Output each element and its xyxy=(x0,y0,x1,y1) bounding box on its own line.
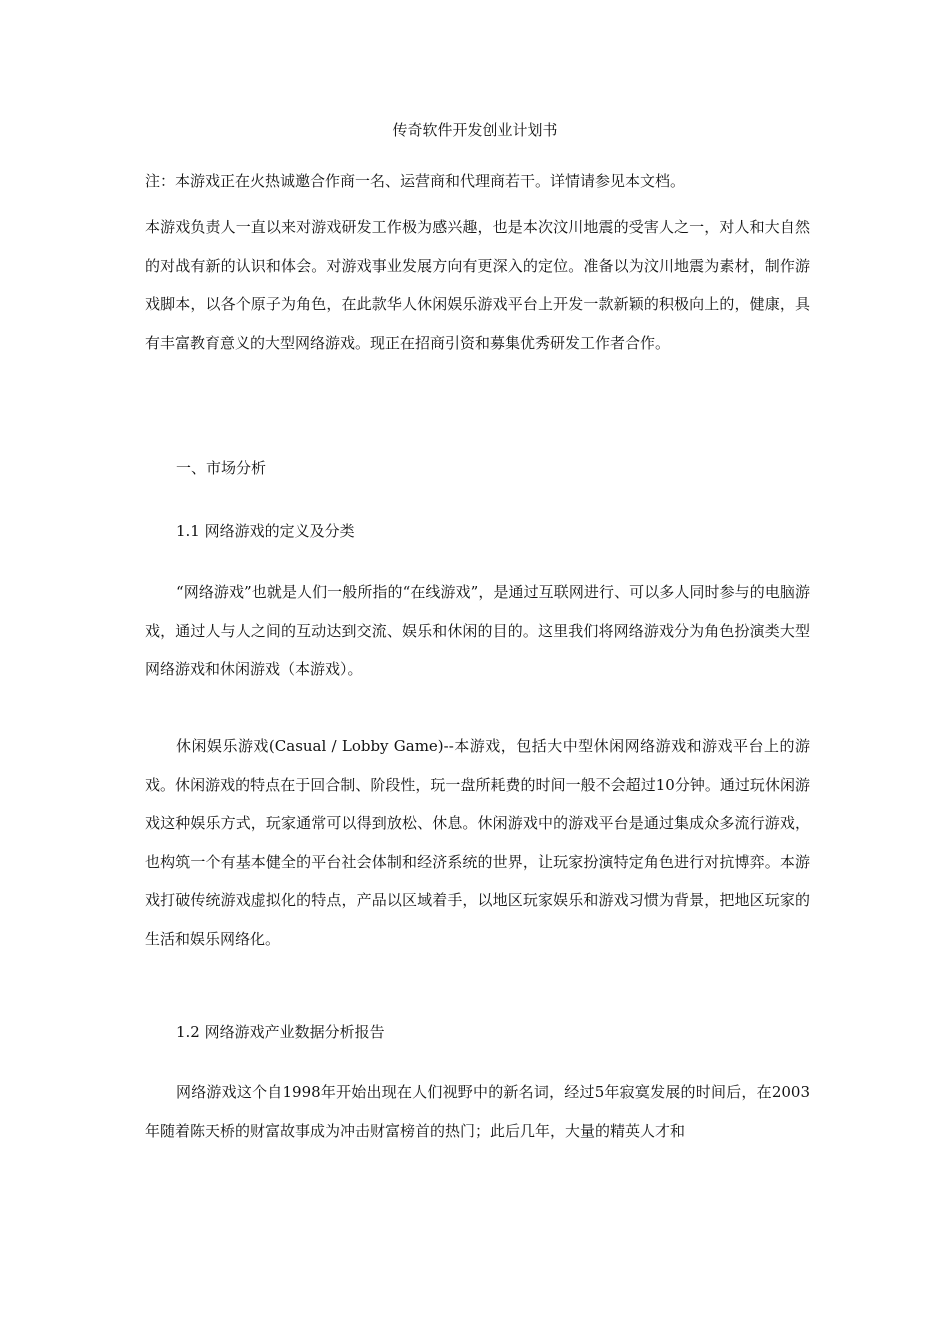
document-title: 传奇软件开发创业计划书 xyxy=(392,121,558,139)
casual-game-paragraph: 休闲娱乐游戏(Casual / Lobby Game)--本游戏，包括大中型休闲网络游戏和游戏平台上的游戏。休闲游戏的特点在于回合制、阶段性，玩一盘所耗费的时间一般不会超过10分钟。通过玩休闲游戏这种娱乐方式，玩家通常可以得到放松、休息。休闲游戏中的游戏平台是通过集成众多流行游戏，也构筑一个有基本健全的平台社会体制和经济系统的世界，让玩家扮演特定角色进行对抗博弈。本游戏打破传统游戏虚拟化的特点，产品以区域着手，以地区玩家娱乐和游戏习惯为背景，把地区玩家的生活和娱乐网络化。 xyxy=(145,737,810,948)
industry-data-paragraph: 网络游戏这个自1998年开始出现在人们视野中的新名词，经过5年寂寞发展的时间后，在2003年随着陈天桥的财富故事成为冲击财富榜首的热门；此后几年，大量的精英人才和 xyxy=(145,1083,810,1140)
subsection-heading-1-1: 1.1 网络游戏的定义及分类 xyxy=(176,522,355,540)
subsection-heading-1-2: 1.2 网络游戏产业数据分析报告 xyxy=(176,1023,385,1041)
section-heading-market-analysis: 一、市场分析 xyxy=(176,459,267,477)
intro-paragraph: 本游戏负责人一直以来对游戏研发工作极为感兴趣，也是本次汶川地震的受害人之一，对人和大自然的对战有新的认识和体会。对游戏事业发展方向有更深入的定位。准备以为汶川地震为素材，制作游戏脚本，以各个原子为角色，在此款华人休闲娱乐游戏平台上开发一款新颖的积极向上的，健康，具有丰富教育意义的大型网络游戏。现正在招商引资和募集优秀研发工作者合作。 xyxy=(145,218,810,352)
definition-paragraph: “网络游戏”也就是人们一般所指的“在线游戏”，是通过互联网进行、可以多人同时参与的电脑游戏，通过人与人之间的互动达到交流、娱乐和休闲的目的。这里我们将网络游戏分为角色扮演类大型网络游戏和休闲游戏（本游戏）。 xyxy=(145,583,810,678)
note-paragraph: 注：本游戏正在火热诚邀合作商一名、运营商和代理商若干。详情请参见本文档。 xyxy=(145,172,686,190)
